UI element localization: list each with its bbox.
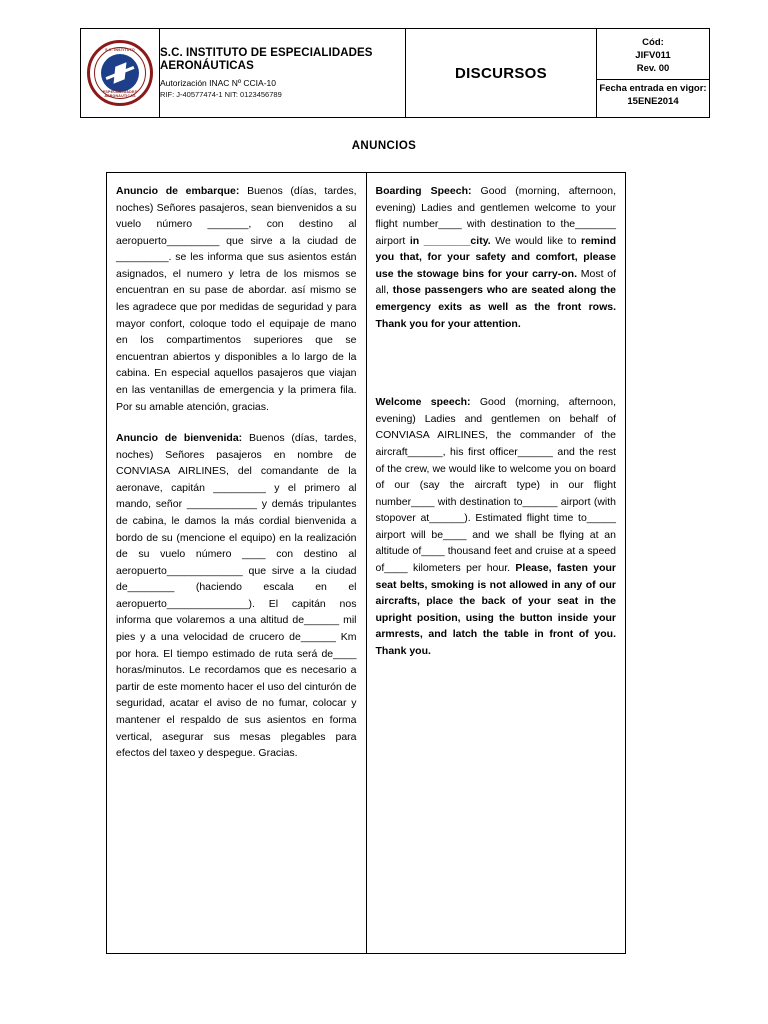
organization-authorization: Autorización INAC Nº CCIA-10	[160, 77, 277, 88]
spanish-boarding-body: Buenos (días, tardes, noches) Señores pasajeros, sean bienvenidos a su vuelo número _______, con destino al aeropuerto_________ que sirve a la ciudad de _________. se les informa que sus asientos están asignados, el numero y letra de los mismos se encuentran en su pase de abordar. así mismo se les agradece que por medidas de seguridad y para mayor confort, coloque todo el equipaje de mano en los compartimentos superiores que se encuentran abiertos y disponibles a lo largo de la cabina. En especial aquellos pasajeros que viajan en las ventanillas de emergencia y la primera fila. Por su amable atención, gracias.	[116, 185, 357, 413]
effective-date-value: 15ENE2014	[627, 95, 679, 107]
section-heading: ANUNCIOS	[351, 140, 417, 152]
english-welcome-body-1: Good (morning, afternoon, evening) Ladies and gentlemen on behalf of CONVIASA AIRLINES, the commander of the aircraft______, his first officer______ and the rest of the crew, we would like to welcome you on board of our (say the aircraft type) in our flight number____ with destination to______ airport (with stopover at______). Estimated flight time to_____ airport will be____ and we shall be flying at an altitude of____ thousand feet and cruise at a speed of____ kilometers per hour.	[375, 396, 616, 574]
english-welcome-paragraph	[376, 394, 617, 659]
header-title-cell	[406, 29, 597, 118]
spanish-welcome-paragraph	[116, 430, 357, 762]
english-boarding-bold-2: remind you that, for your safety and comfort, please use the stowage bins for your carry-on.	[375, 234, 616, 280]
effective-date-label: Fecha entrada en vigor:	[599, 82, 707, 94]
english-column	[366, 173, 626, 954]
announcements-table	[106, 172, 626, 954]
document-code-block	[597, 34, 709, 78]
code-value: JIFV011	[635, 50, 671, 62]
spanish-welcome-body: Buenos (días, tardes, noches) Señores pasajeros en nombre de CONVIASA AIRLINES, del comandante de la aeronave, capitán _________ y el primero al mando, señor ____________ y demás tripulantes de cabina, le damos la más cordial bienvenida a bordo de su (mencione el equipo) en la realización de su vuelo número ____ con destino al aeropuerto_____________ que sirve a la ciudad de________ (haciendo escala en el aeropuerto______________). El capitán nos informa que volaremos a una altitud de______ mil pies y a una velocidad de crucero de______ Km por hora. El tiempo estimado de ruta será de____ horas/minutos. Le recordamos que es necesario a partir de este momento hacer el uso del cinturón de seguridad, acatar el aviso de no fumar, colocar y mantener el respaldo de sus asientos en forma vertical, asegurar sus mesas plegables para efectos del taxeo y despegue. Gracias.	[116, 432, 357, 760]
spanish-column	[107, 173, 367, 954]
english-boarding-body-2: We would like to	[490, 234, 581, 247]
seal-top-text: S.C. INSTITUTO	[105, 48, 135, 52]
spanish-boarding-lead: Anuncio de embarque:	[116, 185, 240, 197]
organization-contact: RIF: J-40577474-1 NIT: 0123456789	[160, 89, 282, 99]
english-boarding-paragraph	[376, 183, 617, 332]
spanish-boarding-paragraph	[116, 183, 357, 415]
english-boarding-body-3: Most of all,	[375, 267, 616, 297]
table-row	[107, 173, 626, 954]
seal-bottom-text: ESPECIALIDADES AERONAUTICAS	[102, 90, 138, 98]
english-boarding-body-1: Good (morning, afternoon, evening) Ladies and gentlemen welcome to your flight number____ with destination to the_______ airport	[375, 185, 616, 247]
document-title: DISCURSOS	[455, 64, 547, 82]
institute-seal-icon	[87, 40, 153, 106]
organization-name: S.C. INSTITUTO DE ESPECIALIDADES AERONÁUTICAS	[160, 47, 373, 73]
document-header-table	[80, 28, 710, 118]
revision-value: Rev. 00	[636, 63, 670, 75]
english-boarding-bold-3: those passengers who are seated along the emergency exits as well as the front rows. Thank you for your attention.	[375, 284, 617, 330]
english-welcome-lead: Welcome speech:	[375, 396, 471, 409]
header-org-cell	[160, 29, 406, 118]
code-label: Cód:	[642, 37, 664, 49]
english-boarding-lead: Boarding Speech:	[375, 185, 472, 197]
english-boarding-bold-1: in ________city.	[409, 234, 491, 247]
header-code-cell	[597, 29, 710, 118]
effective-date-block	[597, 79, 709, 112]
english-welcome-bold: Please, fasten your seat belts, smoking is not allowed in any of our aircrafts, place the back of your seat in the upright position, using the button inside your armrests, and latch the table in front of you. Thank you.	[375, 561, 616, 657]
spanish-welcome-lead: Anuncio de bienvenida:	[116, 432, 243, 445]
header-logo-cell	[81, 29, 160, 118]
